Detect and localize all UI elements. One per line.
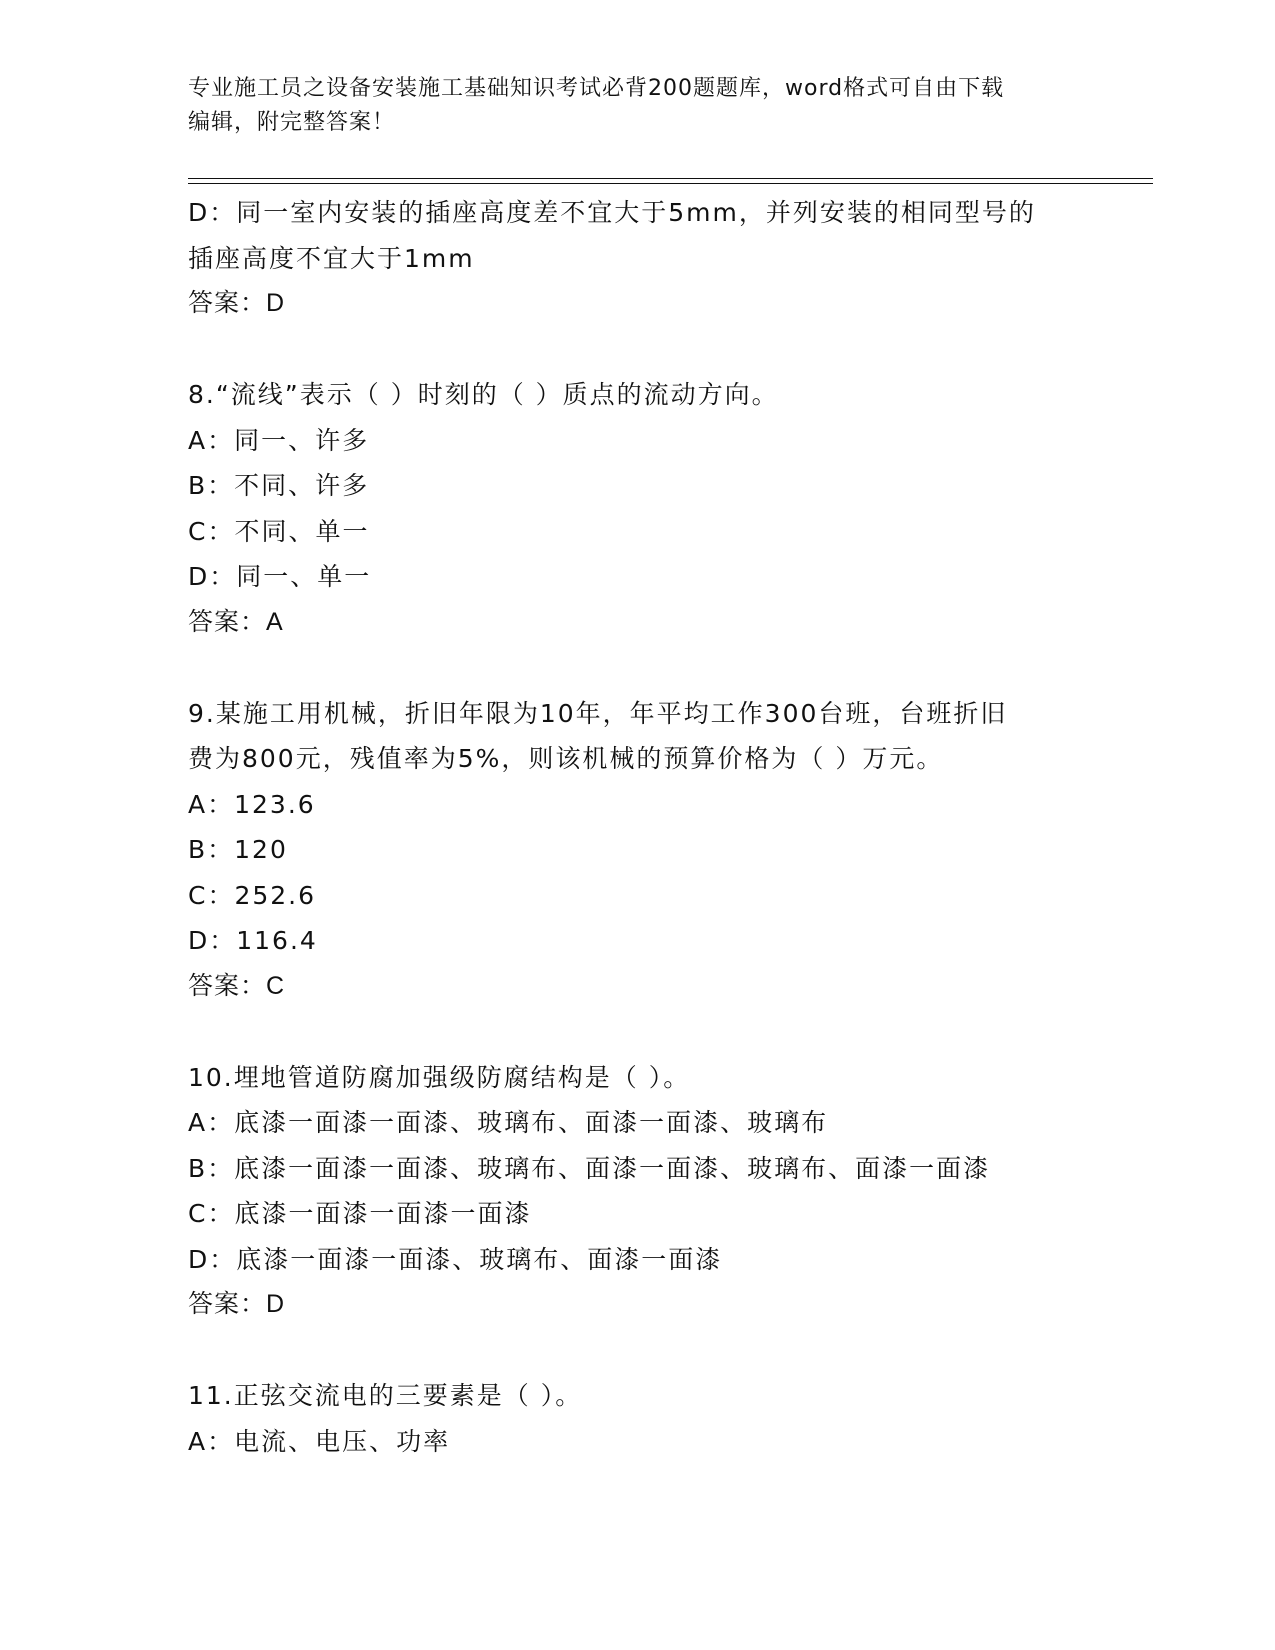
question-stem: 11.正弦交流电的三要素是（ ）。 xyxy=(188,1381,583,1410)
option-a: A：底漆一面漆一面漆、玻璃布、面漆一面漆、玻璃布 xyxy=(188,1108,829,1137)
option-d-continued: 插座高度不宜大于1mm xyxy=(188,243,475,273)
header-divider-top xyxy=(188,178,1153,179)
header-divider-bottom xyxy=(188,183,1153,184)
question-item-8 xyxy=(188,372,1088,645)
option-b: B：120 xyxy=(188,835,288,864)
option-d: D：116.4 xyxy=(188,926,318,955)
question-stem: 8.“流线”表示（ ）时刻的（ ）质点的流动方向。 xyxy=(188,380,779,409)
option-a: A：同一、许多 xyxy=(188,425,370,455)
option-a: A：电流、电压、功率 xyxy=(188,1426,451,1456)
answer-line: 答案：D xyxy=(188,289,286,317)
answer-line: 答案：D xyxy=(188,1290,286,1318)
spacer xyxy=(188,645,1088,691)
question-item-9 xyxy=(188,691,1088,1010)
option-b: B：不同、许多 xyxy=(188,471,370,500)
option-d: D：同一室内安装的插座高度差不宜大于5mm，并列安装的相同型号的 xyxy=(188,198,1036,227)
option-a: A：123.6 xyxy=(188,789,316,819)
question-item-11 xyxy=(188,1373,1088,1464)
answer-line: 答案：A xyxy=(188,607,284,636)
spacer xyxy=(188,1328,1088,1374)
answer-line: 答案：C xyxy=(188,971,286,1000)
spacer xyxy=(188,327,1088,373)
question-content xyxy=(188,190,1088,1464)
option-c: C：不同、单一 xyxy=(188,516,370,546)
spacer xyxy=(188,1009,1088,1055)
question-stem: 9.某施工用机械，折旧年限为10年，年平均工作300台班，台班折旧 xyxy=(188,698,1008,728)
question-stem-continued: 费为800元，残值率为5%，则该机械的预算价格为（ ）万元。 xyxy=(188,744,944,773)
header-title-line-2: 编辑，附完整答案！ xyxy=(188,110,396,135)
option-d: D：同一、单一 xyxy=(188,562,372,591)
option-b: B：底漆一面漆一面漆、玻璃布、面漆一面漆、玻璃布、面漆一面漆 xyxy=(188,1153,991,1183)
question-stem: 10.埋地管道防腐加强级防腐结构是（ ）。 xyxy=(188,1062,691,1092)
option-c: C：底漆一面漆一面漆一面漆 xyxy=(188,1199,532,1228)
header-title-line-1: 专业施工员之设备安装施工基础知识考试必背200题题库，word格式可自由下载 xyxy=(188,76,1005,101)
document-header xyxy=(188,72,1088,140)
question-item-10 xyxy=(188,1055,1088,1328)
option-d: D：底漆一面漆一面漆、玻璃布、面漆一面漆 xyxy=(188,1244,723,1274)
option-c: C：252.6 xyxy=(188,880,317,910)
